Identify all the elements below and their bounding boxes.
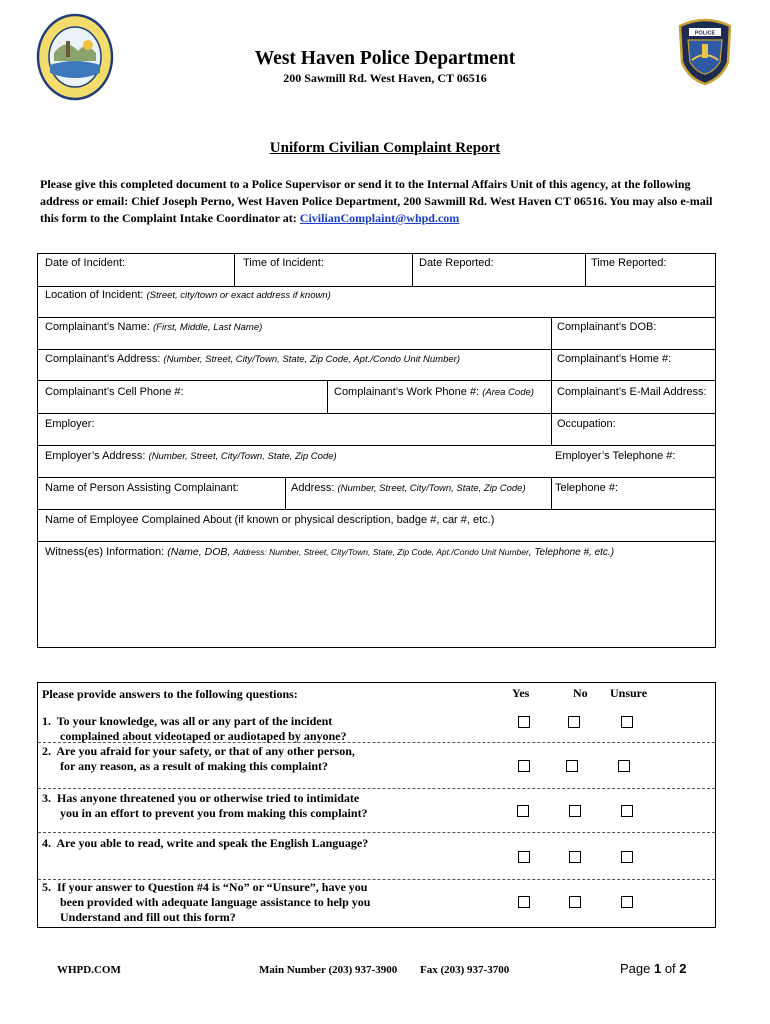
department-title: West Haven Police Department (254, 48, 516, 69)
page-number (620, 961, 687, 976)
q4-unsure-checkbox[interactable] (621, 851, 633, 863)
page-of: of (661, 961, 680, 976)
date-reported-field[interactable]: Date Reported: (419, 257, 494, 269)
assisting-address-field[interactable] (291, 482, 526, 494)
location-label: Location of Incident: (45, 289, 147, 301)
no-column-header: No (573, 686, 588, 700)
footer-fax: Fax (203) 937-3700 (420, 964, 510, 976)
witness-hint-c: , Telephone #, etc.) (528, 547, 615, 558)
complaint-email-link[interactable]: CivilianComplaint@whpd.com (299, 211, 460, 225)
question-5: 5. If your answer to Question #4 is “No” or “Unsure”, have you been provided with adequate language assistance to help you Understand and fill out this form? (42, 880, 371, 924)
question-2: 2. Are you afraid for your safety, or that of any other person, for any reason, as a result of making this complaint? (42, 744, 355, 773)
q3-no-checkbox[interactable] (569, 805, 581, 817)
occupation-field[interactable]: Occupation: (557, 418, 616, 430)
q2-yes-checkbox[interactable] (518, 760, 530, 772)
employer-telephone-field[interactable]: Employer’s Telephone #: (555, 450, 676, 462)
yes-column-header: Yes (512, 686, 530, 700)
complainant-name-label: Complainant’s Name: (45, 321, 154, 333)
time-reported-field[interactable]: Time Reported: (591, 257, 667, 269)
assisting-telephone-field[interactable]: Telephone #: (555, 482, 618, 494)
complainant-work-hint: (Area Code) (482, 387, 534, 398)
assisting-address-hint: (Number, Street, City/Town, State, Zip Code) (337, 483, 526, 494)
unsure-column-header: Unsure (610, 686, 648, 700)
questions-table (37, 682, 716, 928)
witness-hint-a: (Name, DOB, (167, 546, 234, 558)
form-instructions (40, 176, 730, 227)
location-of-incident-field[interactable] (45, 289, 331, 301)
page-current: 1 (653, 961, 662, 976)
complainant-address-field[interactable] (45, 353, 460, 365)
svg-text:POLICE: POLICE (694, 30, 716, 37)
complainant-name-hint: (First, Middle, Last Name) (153, 322, 263, 333)
q1-yes-checkbox[interactable] (518, 716, 530, 728)
employer-address-label: Employer’s Address: (45, 450, 149, 462)
question-1: 1. To your knowledge, was all or any part of the incident complained about videotaped or audiotaped by anyone? (42, 714, 347, 743)
department-address: 200 Sawmill Rd. West Haven, CT 06516 (283, 71, 487, 85)
q4-yes-checkbox[interactable] (518, 851, 530, 863)
assisting-person-name-field[interactable]: Name of Person Assisting Complainant: (45, 482, 239, 494)
time-of-incident-field[interactable]: Time of Incident: (243, 257, 324, 269)
question-4: 4. Are you able to read, write and speak the English Language? (42, 836, 369, 850)
q3-yes-checkbox[interactable] (517, 805, 529, 817)
assisting-address-label: Address: (291, 482, 338, 494)
complainant-address-label: Complainant’s Address: (45, 353, 164, 365)
q5-no-checkbox[interactable] (569, 896, 581, 908)
q4-no-checkbox[interactable] (569, 851, 581, 863)
witness-information-field[interactable] (45, 546, 614, 558)
footer-main-number: Main Number (203) 937-3900 (259, 964, 398, 976)
complainant-name-field[interactable] (45, 321, 262, 333)
complainant-work-phone-field[interactable] (334, 386, 534, 398)
q2-unsure-checkbox[interactable] (618, 760, 630, 772)
employer-address-hint: (Number, Street, City/Town, State, Zip Code) (148, 451, 337, 462)
employer-address-field[interactable] (45, 450, 337, 462)
q5-unsure-checkbox[interactable] (621, 896, 633, 908)
q5-yes-checkbox[interactable] (518, 896, 530, 908)
complainant-dob-field[interactable]: Complainant’s DOB: (557, 321, 657, 333)
questions-header: Please provide answers to the following questions: (42, 687, 298, 701)
footer-website: WHPD.COM (57, 964, 121, 976)
location-hint: (Street, city/town or exact address if known) (146, 290, 331, 301)
question-3: 3. Has anyone threatened you or otherwise tried to intimidate you in an effort to prevent you from making this complaint? (42, 791, 368, 820)
witness-hint-b: Address: Number, Street, City/Town, State, Zip Code, Apt./Condo Unit Number (233, 547, 529, 557)
complainant-work-label: Complainant’s Work Phone #: (334, 386, 483, 398)
date-of-incident-field[interactable]: Date of Incident: (45, 257, 126, 269)
q1-no-checkbox[interactable] (568, 716, 580, 728)
complaint-info-grid (37, 253, 716, 648)
page-prefix: Page (620, 961, 654, 976)
page-total: 2 (679, 961, 687, 976)
employer-field[interactable]: Employer: (45, 418, 95, 430)
instructions-text: Please give this completed document to a Police Supervisor or send it to the Internal Affairs Unit of this agency, at the following address or email: Chief Joseph Perno, West Haven Police Department, 200 Sawmill Rd. West Haven CT 06516. You may also e-mail this form to the Complaint Intake Coordinator at: (40, 177, 713, 225)
q2-no-checkbox[interactable] (566, 760, 578, 772)
complainant-address-hint: (Number, Street, City/Town, State, Zip Code, Apt./Condo Unit Number) (163, 354, 460, 365)
complainant-cell-phone-field[interactable]: Complainant’s Cell Phone #: (45, 386, 184, 398)
complainant-home-phone-field[interactable]: Complainant’s Home #: (557, 353, 672, 365)
employee-complained-about-field[interactable]: Name of Employee Complained About (if known or physical description, badge #, car #, etc.) (45, 514, 495, 526)
complainant-email-field[interactable]: Complainant’s E-Mail Address: (557, 386, 707, 398)
witness-label: Witness(es) Information: (45, 546, 168, 558)
q1-unsure-checkbox[interactable] (621, 716, 633, 728)
form-title: Uniform Civilian Complaint Report (269, 140, 501, 156)
q3-unsure-checkbox[interactable] (621, 805, 633, 817)
